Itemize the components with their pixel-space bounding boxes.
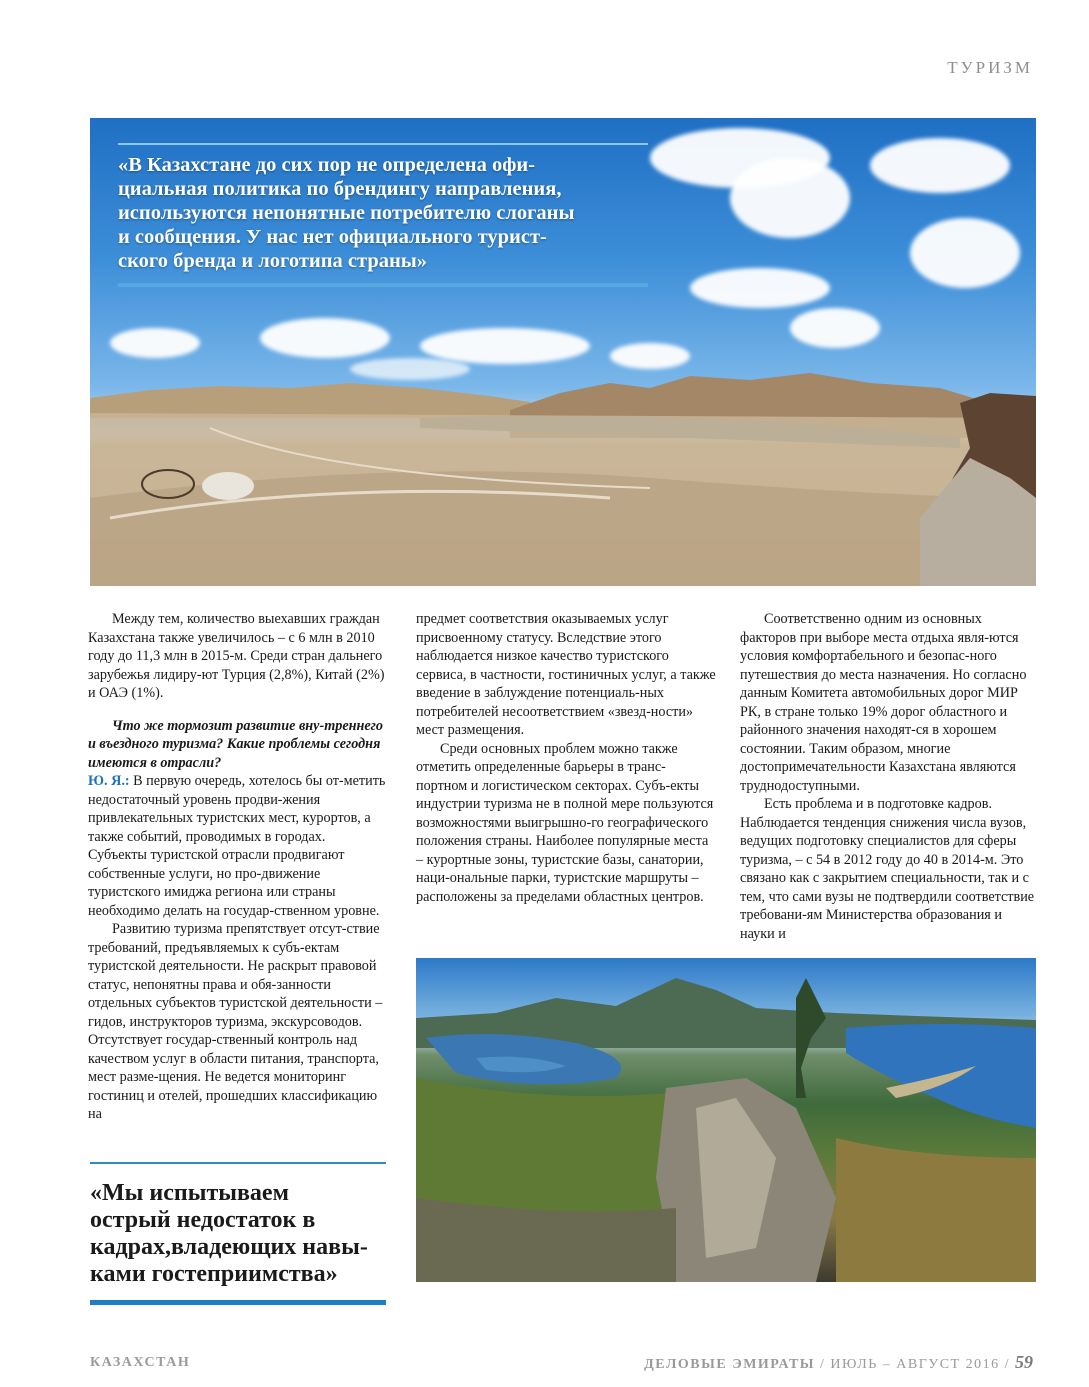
paragraph: Есть проблема и в подготовке кадров. Наблюдается тенденция снижения числа вузов, ведущих подготовку специалистов для сферы туризма, – с 54 в 2012 году до 40 в 2014-м. Это связано как с закрытием специальности, так и с тем, что сами вузы не подтвердили соответствие требовани-ям Министерства образования и науки и: [740, 796, 1035, 942]
quote-line: циальная политика по брендингу направления,: [118, 178, 562, 200]
column-1: [88, 610, 386, 1124]
publication-name: ДЕЛОВЫЕ ЭМИРАТЫ: [644, 1357, 816, 1372]
quote-line: и сообщения. У нас нет официального турист-: [118, 226, 547, 248]
paragraph: Соответственно одним из основных факторов при выборе места отдыха явля-ются условия комфортабельного и безопас-ного путешествия до места назначения. Но согласно данным Комитета автомобильных дорог МИР РК, в стране только 19% дорог областного и районного значения находят-ся в хорошем состоянии. Таким образом, многие достопримечательности Казахстана являются труднодоступными.: [740, 611, 1027, 794]
column-3: [740, 610, 1038, 943]
footer-separator: /: [999, 1357, 1015, 1372]
speaker-label: Ю. Я.:: [88, 773, 130, 789]
pull-quote-bottom: [90, 1162, 386, 1305]
bottom-photo: [416, 958, 1036, 1282]
quote-line: кадрах,владеющих навы-: [90, 1234, 368, 1260]
quote-line: используются непонятные потребителю слоганы: [118, 202, 575, 224]
column-2: [416, 610, 716, 906]
pull-quote-top: [118, 143, 648, 287]
quote-line: ками гостеприимства»: [90, 1261, 338, 1287]
answer-text: В первую очередь, хотелось бы от-метить недостаточный уровень продви-жения привлекательных туристских мест, курортов, а также событий, проводимых в городах. Субъекты туристской отрасли продвигают собственные услуги, но про-движение туристского имиджа региона или страны необходимо делать на государ-ственном уровне.: [88, 773, 386, 919]
quote-line: острый недостаток в: [90, 1207, 316, 1233]
quote-line: «В Казахстане до сих пор не определена офи-: [118, 154, 536, 176]
section-label: ТУРИЗМ: [947, 58, 1033, 77]
interview-question: Что же тормозит развитие вну-треннего и въездного туризма? Какие проблемы сегодня имеются в отрасли?: [88, 717, 383, 771]
footer-publication: [644, 1352, 1033, 1373]
footer-country: КАЗАХСТАН: [90, 1355, 191, 1370]
footer-separator: /: [815, 1357, 831, 1372]
issue-date: ИЮЛЬ – АВГУСТ 2016: [830, 1357, 1000, 1372]
page-number: 59: [1015, 1352, 1033, 1372]
paragraph: [88, 772, 386, 920]
paragraph: Среди основных проблем можно также отметить определенные барьеры в транс-портном и логистическом секторах. Субъ-екты индустрии туризма не в полной мере пользуются возможностями выигрышно-го географического положения страны. Наиболее популярные места – курортные зоны, туристские базы, санатории, наци-ональные парки, туристские маршруты – расположены за пределами областных центров.: [416, 740, 714, 905]
quote-line: «Мы испытываем: [90, 1180, 289, 1206]
paragraph: предмет соответствия оказываемых услуг присвоенному статусу. Вследствие этого наблюдается низкое качество туристского сервиса, в частности, гостиничных услуг, а также введение в заблуждение потенциаль-ных потребителей несоответствием «звезд-ности» мест размещения.: [416, 611, 716, 738]
paragraph: Между тем, количество выехавших граждан Казахстана также увеличилось – с 6 млн в 2010 году до 11,3 млн в 2015-м. Среди стран дальнего зарубежья лидиру-ют Турция (2,8%), Китай (2%) и ОАЭ (1%).: [88, 611, 385, 701]
quote-line: ского бренда и логотипа страны»: [118, 250, 428, 272]
paragraph: Развитию туризма препятствует отсут-ствие требований, предъявляемых к субъ-ектам туристской деятельности. Не раскрыт правовой статус, непонятны права и обя-занности отдельных субъектов туристской деятельности – гидов, инструкторов туризма, экскурсоводов. Отсутствует государ-ственный контроль над качеством услуг в области питания, транспорта, мест разме-щения. Не ведется мониторинг гостиниц и отелей, прошедших классификацию на: [88, 921, 383, 1122]
